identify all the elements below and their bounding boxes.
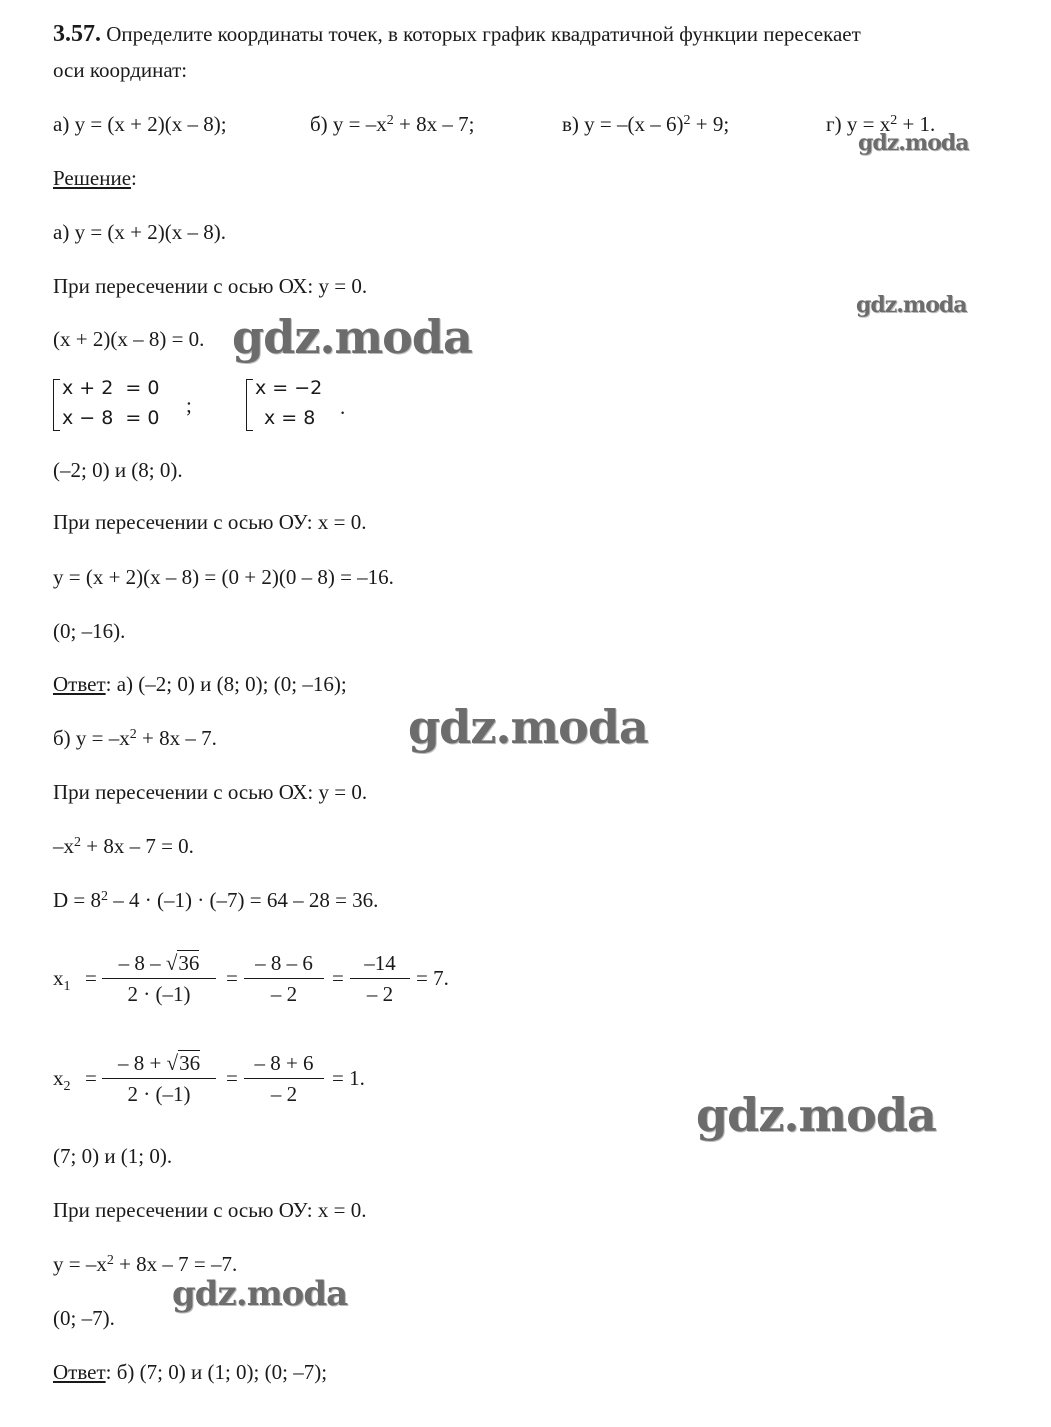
part-a-header: а) у = (х + 2)(х – 8).	[53, 220, 226, 244]
system1-row2: х − 8 = 0	[62, 407, 160, 429]
x2-fraction-1-denominator: 2 · (–1)	[127, 1082, 191, 1106]
task-item-v-post: + 9;	[690, 112, 730, 136]
solution-label: Решение	[53, 166, 132, 190]
task-item-b	[310, 112, 474, 136]
x1-fraction-3-numerator: –14	[350, 948, 410, 979]
x2-variable	[53, 1066, 71, 1094]
task-statement-line2: оси координат:	[53, 58, 188, 82]
part-a-oy-condition: При пересечении с осью ОУ: х = 0.	[53, 510, 367, 534]
solution-heading	[53, 166, 137, 190]
task-item-v	[562, 112, 729, 136]
part-a-ox-points: (–2; 0) и (8; 0).	[53, 458, 183, 482]
task-item-g-sup: 2	[890, 113, 898, 128]
watermark: gdz.moda	[172, 1274, 348, 1314]
system1-row1: х + 2 = 0	[62, 377, 160, 399]
task-statement-line1	[53, 22, 861, 46]
part-b-header-post: + 8х – 7.	[136, 726, 217, 750]
x1-fraction-3-denominator: – 2	[366, 982, 394, 1006]
task-item-g-post: + 1.	[897, 112, 936, 136]
part-b-calc-post: + 8х – 7 = –7.	[113, 1252, 238, 1276]
x2-radicand: 36	[179, 1051, 201, 1075]
part-b-oy-condition: При пересечении с осью ОУ: х = 0.	[53, 1198, 367, 1222]
part-b-answer	[53, 1360, 327, 1384]
part-b-calc-pre: у = –х	[53, 1252, 107, 1276]
part-a-oy-calculation: у = (х + 2)(х – 8) = (0 + 2)(0 – 8) = –16.	[53, 565, 394, 589]
system-end-dot: .	[340, 395, 346, 419]
part-b-equation-pre: –х	[53, 834, 74, 858]
x2-fraction-2-denominator: – 2	[270, 1082, 298, 1106]
x1-equals: =	[85, 966, 97, 990]
system-separator: ;	[186, 393, 192, 417]
x2-fraction-2-numerator: – 8 + 6	[244, 1048, 324, 1079]
x1-var: х	[53, 966, 64, 990]
x1-fraction-2-denominator: – 2	[270, 982, 298, 1006]
task-item-b-post: + 8х – 7;	[393, 112, 475, 136]
task-item-b-pre: б) у = –х	[310, 112, 387, 136]
x2-sub: 2	[63, 1079, 71, 1094]
part-b-ox-condition: При пересечении с осью ОХ: у = 0.	[53, 780, 368, 804]
x2-num-pre: – 8 +	[117, 1051, 167, 1075]
part-b-header	[53, 726, 217, 750]
x2-sqrt-sign: √	[166, 1051, 179, 1075]
x2-result: = 1.	[332, 1066, 365, 1090]
x1-fraction-2	[244, 948, 324, 1009]
x2-fraction-1	[102, 1048, 216, 1109]
part-b-oy-calculation	[53, 1252, 237, 1276]
task-text: Определите координаты точек, в которых график квадратичной функции пересекает	[106, 22, 861, 46]
part-a-oy-point: (0; –16).	[53, 619, 126, 643]
part-a-answer	[53, 672, 347, 696]
x1-radicand: 36	[178, 951, 200, 975]
system2-row2: х = 8	[264, 407, 316, 429]
task-item-a: а) у = (х + 2)(х – 8);	[53, 112, 227, 136]
watermark: gdz.moda	[696, 1088, 936, 1142]
watermark: gdz.moda	[408, 700, 648, 754]
discriminant-pre: D = 8	[53, 888, 102, 912]
part-b-equation	[53, 834, 194, 858]
x1-fraction-1-numerator	[102, 948, 216, 979]
part-b-calc-sup: 2	[106, 1253, 114, 1268]
task-number: 3.57.	[53, 21, 101, 47]
answer-text: : б) (7; 0) и (1; 0); (0; –7);	[105, 1360, 328, 1384]
part-b-equation-post: + 8х – 7 = 0.	[81, 834, 194, 858]
x2-fraction-1-numerator	[102, 1048, 216, 1079]
system2-row1: х = −2	[255, 377, 323, 399]
x2-equals-2: =	[226, 1066, 238, 1090]
watermark: gdz.moda	[232, 310, 472, 364]
x1-fraction-1	[102, 948, 216, 1009]
x1-variable	[53, 966, 71, 994]
task-item-v-pre: в) у = –(х – 6)	[562, 112, 684, 136]
x1-sub: 1	[63, 979, 71, 994]
part-b-ox-points: (7; 0) и (1; 0).	[53, 1144, 173, 1168]
x1-fraction-2-numerator: – 8 – 6	[244, 948, 324, 979]
x1-fraction-3	[350, 948, 410, 1009]
watermark: gdz.moda	[858, 130, 969, 156]
part-b-header-pre: б) у = –х	[53, 726, 130, 750]
part-b-discriminant	[53, 888, 378, 912]
part-b-oy-point: (0; –7).	[53, 1306, 115, 1330]
x2-fraction-2	[244, 1048, 324, 1109]
answer-label: Ответ	[53, 672, 106, 696]
part-a-ox-condition: При пересечении с осью ОХ: у = 0.	[53, 274, 368, 298]
x1-num-pre: – 8 –	[118, 951, 166, 975]
solution-colon: :	[131, 166, 137, 190]
discriminant-post: – 4 · (–1) · (–7) = 64 – 28 = 36.	[108, 888, 379, 912]
watermark: gdz.moda	[856, 292, 967, 318]
system2-bracket	[246, 379, 253, 431]
system1-bracket	[53, 379, 60, 431]
x1-result: = 7.	[416, 966, 449, 990]
part-a-equation: (х + 2)(х – 8) = 0.	[53, 327, 205, 351]
x1-equals-2: =	[226, 966, 238, 990]
x1-fraction-1-denominator: 2 · (–1)	[127, 982, 191, 1006]
x1-sqrt-sign: √	[165, 951, 178, 975]
answer-text: : а) (–2; 0) и (8; 0); (0; –16);	[105, 672, 347, 696]
x2-var: х	[53, 1066, 64, 1090]
x1-equals-3: =	[332, 966, 344, 990]
part-b-equation-sup: 2	[74, 835, 81, 850]
task-item-b-sup: 2	[386, 113, 394, 128]
task-item-g-pre: г) у = х	[826, 112, 891, 136]
part-b-header-sup: 2	[129, 727, 137, 742]
answer-label: Ответ	[53, 1360, 106, 1384]
x2-equals: =	[85, 1066, 97, 1090]
discriminant-sup: 2	[101, 889, 109, 904]
task-item-v-sup: 2	[683, 113, 691, 128]
